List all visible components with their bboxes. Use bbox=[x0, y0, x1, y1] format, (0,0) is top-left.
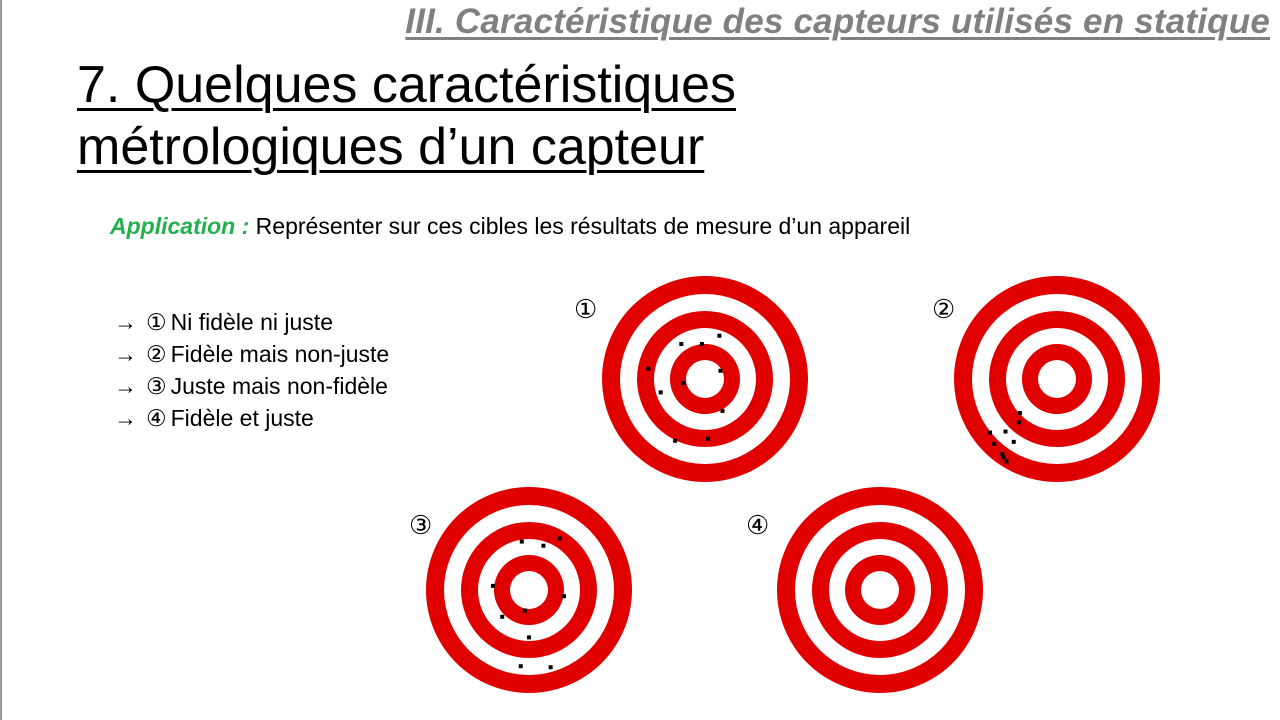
legend-item-number: ② bbox=[146, 341, 167, 367]
arrow-right-icon: → bbox=[114, 373, 137, 399]
section-title: III. Caractéristique des capteurs utilisés en statique bbox=[405, 2, 1270, 41]
application-text: Représenter sur ces cibles les résultats de mesure d’un appareil bbox=[249, 213, 911, 239]
legend-item-label: Juste mais non-fidèle bbox=[170, 373, 388, 399]
arrow-right-icon: → bbox=[114, 405, 137, 431]
target-3-number: ③ bbox=[409, 511, 433, 541]
legend-item-number: ③ bbox=[146, 373, 167, 399]
legend-item-label: Fidèle mais non-juste bbox=[170, 341, 390, 367]
application-label: Application : bbox=[110, 213, 250, 239]
legend-item-label: Fidèle et juste bbox=[170, 405, 314, 431]
legend-item-number: ① bbox=[146, 309, 167, 335]
legend-item-label: Ni fidèle ni juste bbox=[170, 309, 333, 335]
slide-title-line-1: 7. Quelques caractéristiques bbox=[77, 56, 737, 114]
legend-item-number: ④ bbox=[146, 405, 167, 431]
target-1-number: ① bbox=[574, 295, 598, 325]
arrow-right-icon: → bbox=[114, 341, 137, 367]
arrow-right-icon: → bbox=[114, 309, 137, 335]
target-2-number: ② bbox=[932, 295, 956, 325]
target-4-number: ④ bbox=[746, 511, 770, 541]
slide-title-line-2: métrologiques d’un capteur bbox=[77, 118, 705, 176]
target-ring-white bbox=[861, 571, 899, 609]
